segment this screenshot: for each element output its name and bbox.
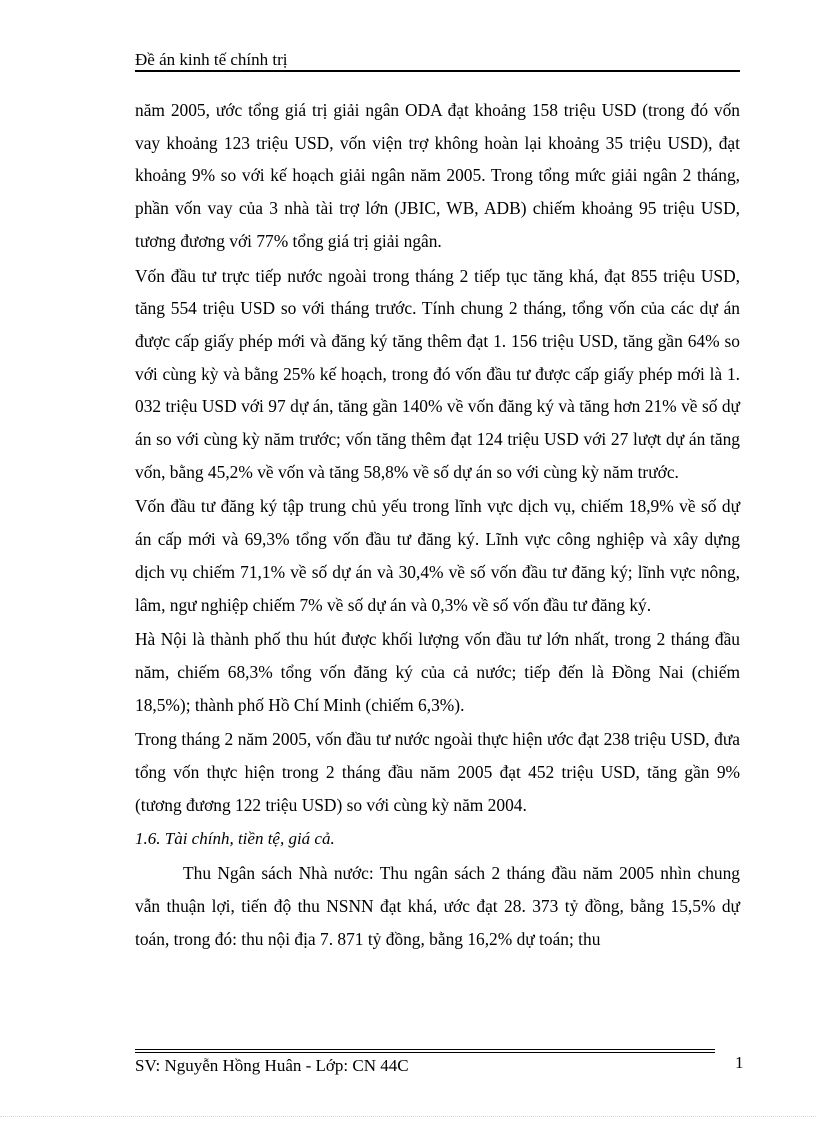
page-header-title: Đề án kinh tế chính trị <box>135 50 288 69</box>
header-divider <box>135 70 740 72</box>
paragraph-fdi-implementation: Trong tháng 2 năm 2005, vốn đầu tư nước ngoài thực hiện ước đạt 238 triệu USD, đưa tổng vốn thực hiện trong 2 tháng đầu năm 2005 đạt 452 triệu USD, tăng gần 9% (tương đương 122 triệu USD) so với cùng kỳ năm 2004. <box>135 729 740 815</box>
footer-divider-bottom <box>135 1052 715 1053</box>
paragraph-fdi-overview: Vốn đầu tư trực tiếp nước ngoài trong tháng 2 tiếp tục tăng khá, đạt 855 triệu USD, tăng 554 triệu USD so với tháng trước. Tính chung 2 tháng, tổng vốn của các dự án được cấp giấy phép mới và đăng ký tăng thêm đạt 1. 156 triệu USD, tăng gần 64% so với cùng kỳ và bằng 25% kế hoạch, trong đó vốn đầu tư được cấp giấy phép mới là 1. 032 triệu USD với 97 dự án, tăng gần 140% về vốn đăng ký và tăng hơn 21% về số dự án so với cùng kỳ năm trước; vốn tăng thêm đạt 124 triệu USD với 27 lượt dự án tăng vốn, bằng 45,2% về vốn và tăng 58,8% về số dự án so với cùng kỳ năm trước. <box>135 265 740 482</box>
footer-student-info: SV: Nguyễn Hồng Huân - Lớp: CN 44C <box>135 1056 409 1075</box>
paragraph-state-budget: Thu Ngân sách Nhà nước: Thu ngân sách 2 tháng đầu năm 2005 nhìn chung vẫn thuận lợi, tiến độ thu NSNN đạt khá, ước đạt 28. 373 tỷ đồng, bằng 15,5% dự toán, trong đó: thu nội địa 7. 871 tỷ đồng, bằng 16,2% dự toán; thu <box>135 863 740 949</box>
paragraph-oda-disbursement: năm 2005, ước tổng giá trị giải ngân ODA đạt khoảng 158 triệu USD (trong đó vốn vay khoảng 123 triệu USD, vốn viện trợ không hoàn lại khoảng 35 triệu USD), đạt khoảng 9% so với kế hoạch giải ngân năm 2005. Trong tổng mức giải ngân 2 tháng, phần vốn vay của 3 nhà tài trợ lớn (JBIC, WB, ADB) chiếm khoảng 95 triệu USD, tương đương với 77% tổng giá trị giải ngân. <box>135 100 740 251</box>
page-bottom-edge <box>0 1116 816 1117</box>
document-body <box>135 94 740 956</box>
page-number: 1 <box>735 1053 744 1072</box>
footer-divider-top <box>135 1049 715 1050</box>
paragraph-fdi-localities: Hà Nội là thành phố thu hút được khối lượng vốn đầu tư lớn nhất, trong 2 tháng đầu năm, chiếm 68,3% tổng vốn đăng ký của cả nước; tiếp đến là Đồng Nai (chiếm 18,5%); thành phố Hồ Chí Minh (chiếm 6,3%). <box>135 629 740 715</box>
section-heading: 1.6. Tài chính, tiền tệ, giá cả. <box>135 829 335 849</box>
paragraph-fdi-sectors: Vốn đầu tư đăng ký tập trung chủ yếu trong lĩnh vực dịch vụ, chiếm 18,9% về số dự án cấp mới và 69,3% tổng vốn đầu tư đăng ký. Lĩnh vực công nghiệp và xây dựng dịch vụ chiếm 71,1% về số dự án và 30,4% về số vốn đầu tư đăng ký; lĩnh vực nông, lâm, ngư nghiệp chiếm 7% về số dự án và 0,3% về số vốn đầu tư đăng ký. <box>135 496 740 615</box>
